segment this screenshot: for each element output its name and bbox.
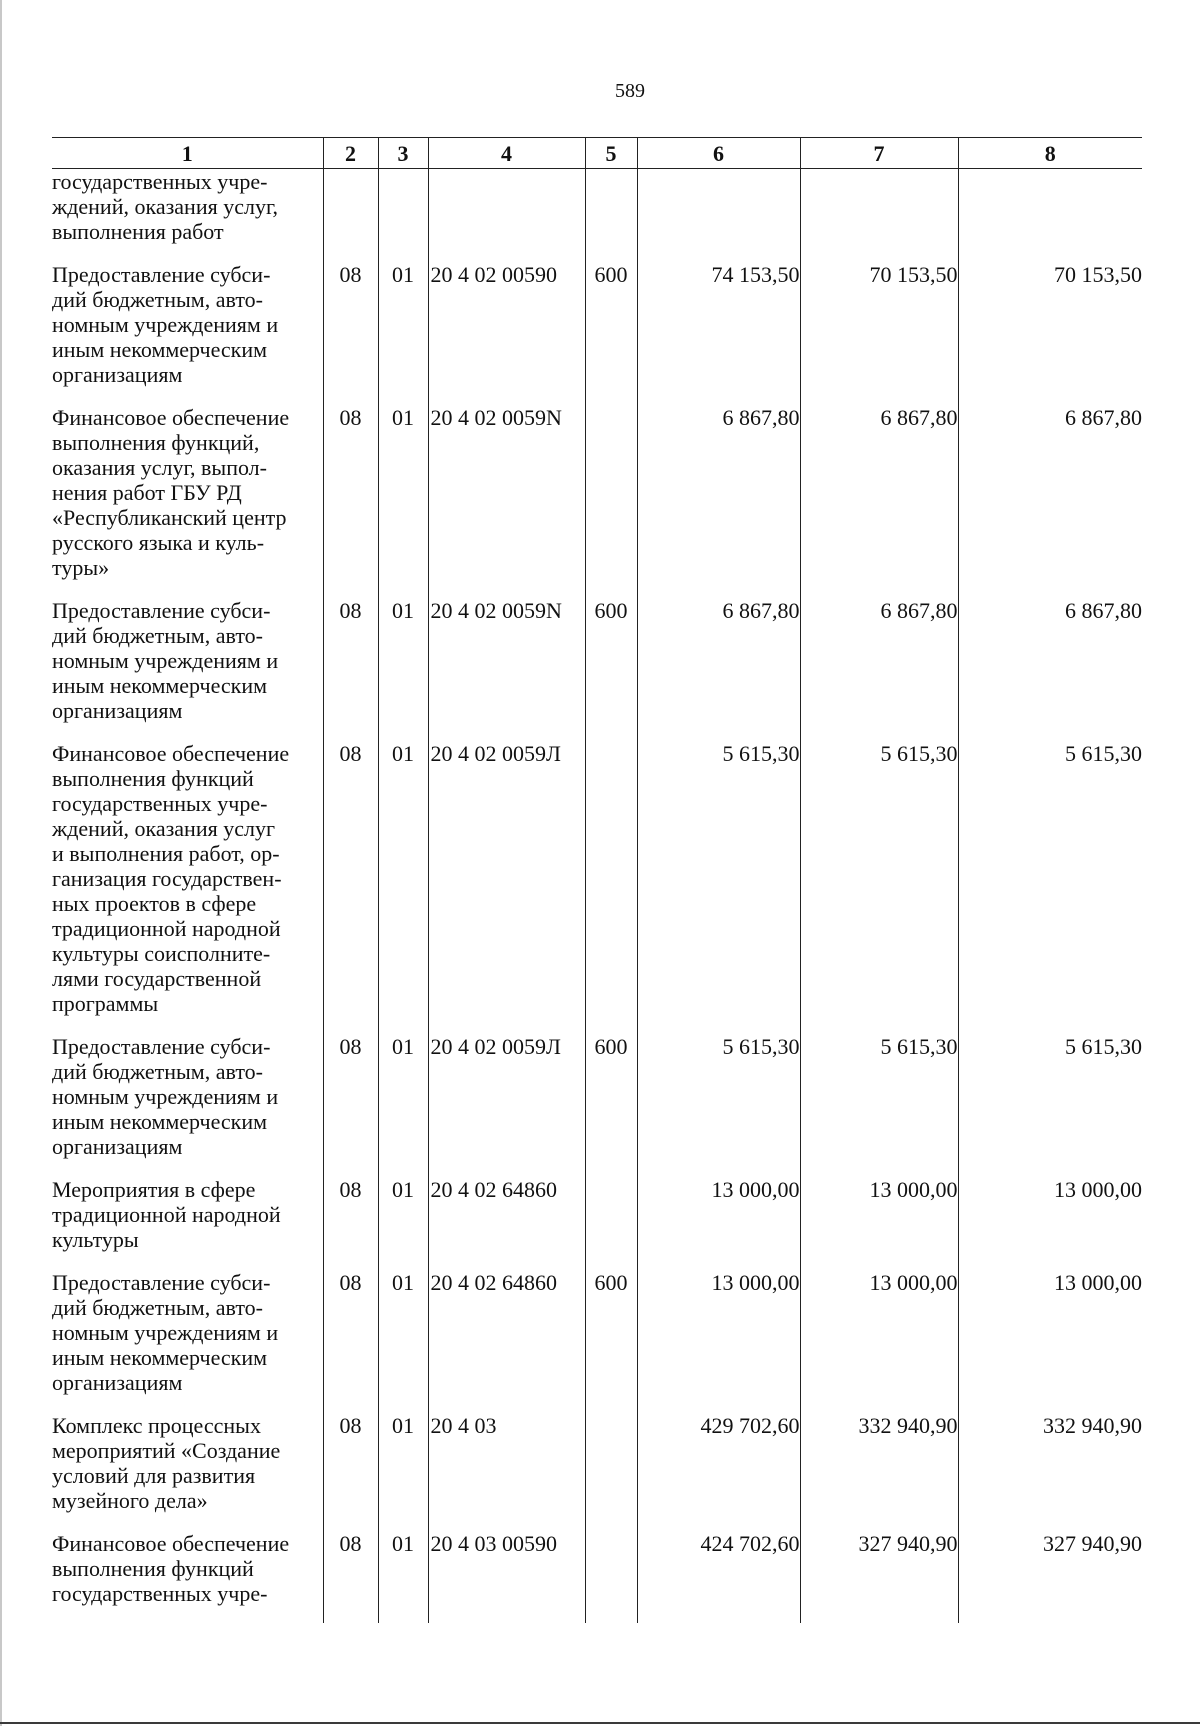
cell-subsection-text: 01 <box>392 1531 414 1556</box>
cell-amount-year-3-text: 70 153,50 <box>1054 262 1142 287</box>
row-description <box>52 598 323 741</box>
cell-section <box>323 405 378 598</box>
row-description <box>52 1034 323 1177</box>
cell-amount-year-1 <box>637 598 800 741</box>
cell-target-code <box>428 169 585 263</box>
cell-subsection <box>378 1531 428 1623</box>
cell-section <box>323 1531 378 1623</box>
cell-subsection <box>378 262 428 405</box>
cell-amount-year-3 <box>958 1531 1142 1623</box>
cell-target-code <box>428 1413 585 1531</box>
cell-amount-year-3 <box>958 1177 1142 1270</box>
cell-amount-year-3-text: 6 867,80 <box>1065 598 1142 623</box>
cell-expense-type <box>585 262 637 405</box>
cell-subsection <box>378 1413 428 1531</box>
cell-target-code <box>428 1531 585 1623</box>
column-header-6: 6 <box>637 138 800 169</box>
cell-subsection <box>378 741 428 1034</box>
cell-subsection <box>378 169 428 263</box>
cell-amount-year-1 <box>637 1034 800 1177</box>
cell-amount-year-3 <box>958 598 1142 741</box>
row-description <box>52 405 323 598</box>
cell-section <box>323 169 378 263</box>
cell-amount-year-3 <box>958 1413 1142 1531</box>
row-description-text: Мероприятия в сфере традиционной народной культуры <box>52 1177 281 1252</box>
cell-amount-year-2 <box>800 598 958 741</box>
cell-expense-type <box>585 1531 637 1623</box>
table-row <box>52 1034 1142 1177</box>
cell-amount-year-3-text: 13 000,00 <box>1054 1270 1142 1295</box>
cell-expense-type <box>585 1270 637 1413</box>
cell-subsection-text: 01 <box>392 262 414 287</box>
cell-amount-year-2-text: 70 153,50 <box>869 262 958 287</box>
cell-subsection-text: 01 <box>392 1034 414 1059</box>
table-row <box>52 1531 1142 1623</box>
cell-amount-year-2-text: 13 000,00 <box>869 1270 958 1295</box>
cell-amount-year-3-text: 5 615,30 <box>1065 741 1142 766</box>
cell-amount-year-1 <box>637 1177 800 1270</box>
cell-amount-year-1-text: 5 615,30 <box>722 741 800 766</box>
cell-target-code-text: 20 4 02 0059Л <box>430 1034 561 1059</box>
cell-section <box>323 262 378 405</box>
cell-target-code <box>428 1270 585 1413</box>
cell-amount-year-1-text: 6 867,80 <box>722 405 800 430</box>
cell-target-code-text: 20 4 03 <box>430 1413 497 1438</box>
table-row <box>52 598 1142 741</box>
cell-target-code <box>428 598 585 741</box>
cell-section-text: 08 <box>339 262 362 287</box>
cell-amount-year-2 <box>800 262 958 405</box>
cell-amount-year-2 <box>800 1413 958 1531</box>
table-row <box>52 405 1142 598</box>
cell-target-code-text: 20 4 02 00590 <box>430 262 557 287</box>
row-description <box>52 741 323 1034</box>
cell-section <box>323 1413 378 1531</box>
cell-subsection <box>378 1177 428 1270</box>
cell-amount-year-2-text: 5 615,30 <box>880 741 958 766</box>
cell-amount-year-3-text: 6 867,80 <box>1065 405 1142 430</box>
cell-target-code-text: 20 4 02 0059Л <box>430 741 561 766</box>
cell-section-text: 08 <box>339 1034 362 1059</box>
cell-amount-year-1-text: 13 000,00 <box>711 1177 800 1202</box>
cell-expense-type-text: 600 <box>594 598 628 623</box>
cell-amount-year-3 <box>958 1034 1142 1177</box>
cell-expense-type <box>585 405 637 598</box>
table-row <box>52 1413 1142 1531</box>
cell-section <box>323 1034 378 1177</box>
cell-expense-type <box>585 598 637 741</box>
cell-amount-year-3 <box>958 405 1142 598</box>
row-description-text: Предоставление субси- дий бюджетным, авто- номным учреждениям и иным некоммерческим организациям <box>52 262 279 387</box>
cell-target-code-text: 20 4 02 0059N <box>430 598 562 623</box>
cell-amount-year-1-text: 6 867,80 <box>722 598 800 623</box>
cell-section <box>323 741 378 1034</box>
row-description <box>52 1531 323 1623</box>
cell-expense-type-text: 600 <box>594 1034 628 1059</box>
cell-target-code <box>428 262 585 405</box>
row-description-text: Финансовое обеспечение выполнения функций, оказания услуг, выпол- нения работ ГБУ РД «Республиканский центр русского языка и куль- туры» <box>52 405 290 580</box>
cell-amount-year-2-text: 6 867,80 <box>880 598 958 623</box>
page-edge-bottom <box>0 1722 1200 1724</box>
cell-target-code <box>428 1177 585 1270</box>
cell-expense-type-text: 600 <box>594 1270 628 1295</box>
cell-amount-year-1-text: 5 615,30 <box>722 1034 800 1059</box>
cell-subsection-text: 01 <box>392 741 414 766</box>
row-description <box>52 169 323 263</box>
cell-target-code-text: 20 4 02 64860 <box>430 1270 557 1295</box>
row-description-text: Предоставление субси- дий бюджетным, авто- номным учреждениям и иным некоммерческим организациям <box>52 1034 279 1159</box>
cell-subsection <box>378 1034 428 1177</box>
page-edge-left <box>0 0 2 1726</box>
cell-amount-year-1-text: 424 702,60 <box>700 1531 800 1556</box>
cell-subsection-text: 01 <box>392 405 414 430</box>
cell-amount-year-2 <box>800 1034 958 1177</box>
cell-amount-year-3-text: 327 940,90 <box>1043 1531 1142 1556</box>
cell-amount-year-2-text: 6 867,80 <box>880 405 958 430</box>
cell-subsection-text: 01 <box>392 1413 414 1438</box>
cell-expense-type <box>585 1177 637 1270</box>
cell-amount-year-3-text: 5 615,30 <box>1065 1034 1142 1059</box>
cell-target-code <box>428 741 585 1034</box>
cell-expense-type <box>585 1034 637 1177</box>
table-row <box>52 1177 1142 1270</box>
row-description-text: государственных учре- ждений, оказания услуг, выполнения работ <box>52 169 279 244</box>
table-row <box>52 741 1142 1034</box>
cell-amount-year-2 <box>800 1531 958 1623</box>
cell-section-text: 08 <box>339 1270 362 1295</box>
row-description-text: Предоставление субси- дий бюджетным, авто- номным учреждениям и иным некоммерческим организациям <box>52 1270 279 1395</box>
cell-expense-type-text: 600 <box>594 262 628 287</box>
cell-amount-year-3 <box>958 1270 1142 1413</box>
cell-subsection-text: 01 <box>392 1270 414 1295</box>
cell-section-text: 08 <box>339 598 362 623</box>
cell-target-code-text: 20 4 02 0059N <box>430 405 562 430</box>
row-description <box>52 1177 323 1270</box>
table-row <box>52 262 1142 405</box>
cell-amount-year-3 <box>958 169 1142 263</box>
cell-section <box>323 1177 378 1270</box>
cell-subsection-text: 01 <box>392 598 414 623</box>
column-header-4: 4 <box>428 138 585 169</box>
cell-target-code <box>428 405 585 598</box>
cell-section <box>323 598 378 741</box>
column-header-2: 2 <box>323 138 378 169</box>
cell-amount-year-1-text: 429 702,60 <box>700 1413 800 1438</box>
cell-subsection-text: 01 <box>392 1177 414 1202</box>
row-description-text: Финансовое обеспечение выполнения функций государственных учре- <box>52 1531 290 1606</box>
table-row <box>52 1270 1142 1413</box>
cell-amount-year-3-text: 13 000,00 <box>1054 1177 1142 1202</box>
row-description-text: Финансовое обеспечение выполнения функций государственных учре- ждений, оказания услуг и выполнения работ, ор- ганизация государствен- ных проектов в сфере традиционной народной культуры соисполните- лями государственной программы <box>52 741 290 1016</box>
table-body <box>52 169 1142 1624</box>
cell-amount-year-1 <box>637 1413 800 1531</box>
cell-expense-type <box>585 1413 637 1531</box>
row-description <box>52 262 323 405</box>
column-header-3: 3 <box>378 138 428 169</box>
budget-table <box>52 137 1142 1623</box>
column-header-7: 7 <box>800 138 958 169</box>
cell-section <box>323 1270 378 1413</box>
cell-amount-year-3 <box>958 741 1142 1034</box>
cell-amount-year-1 <box>637 405 800 598</box>
cell-amount-year-2 <box>800 405 958 598</box>
cell-expense-type <box>585 741 637 1034</box>
cell-subsection <box>378 598 428 741</box>
cell-amount-year-1-text: 13 000,00 <box>711 1270 800 1295</box>
cell-amount-year-2 <box>800 169 958 263</box>
cell-amount-year-3-text: 332 940,90 <box>1043 1413 1142 1438</box>
cell-target-code-text: 20 4 02 64860 <box>430 1177 557 1202</box>
cell-subsection <box>378 1270 428 1413</box>
row-description <box>52 1413 323 1531</box>
cell-section-text: 08 <box>339 1177 362 1202</box>
row-description-text: Предоставление субси- дий бюджетным, авто- номным учреждениям и иным некоммерческим организациям <box>52 598 279 723</box>
cell-amount-year-2 <box>800 1270 958 1413</box>
cell-amount-year-1-text: 74 153,50 <box>711 262 800 287</box>
cell-amount-year-3 <box>958 262 1142 405</box>
cell-amount-year-1 <box>637 169 800 263</box>
cell-amount-year-2-text: 327 940,90 <box>858 1531 958 1556</box>
cell-subsection <box>378 405 428 598</box>
column-header-8: 8 <box>958 138 1142 169</box>
cell-amount-year-1 <box>637 262 800 405</box>
cell-amount-year-1 <box>637 1270 800 1413</box>
column-header-1: 1 <box>52 138 323 169</box>
cell-section-text: 08 <box>339 1531 362 1556</box>
cell-amount-year-2-text: 13 000,00 <box>869 1177 958 1202</box>
cell-section-text: 08 <box>339 1413 362 1438</box>
column-header-5: 5 <box>585 138 637 169</box>
row-description <box>52 1270 323 1413</box>
cell-amount-year-2-text: 332 940,90 <box>858 1413 958 1438</box>
cell-amount-year-1 <box>637 741 800 1034</box>
cell-expense-type <box>585 169 637 263</box>
cell-amount-year-2 <box>800 741 958 1034</box>
cell-target-code-text: 20 4 03 00590 <box>430 1531 557 1556</box>
row-description-text: Комплекс процессных мероприятий «Создание условий для развития музейного дела» <box>52 1413 281 1513</box>
cell-amount-year-2 <box>800 1177 958 1270</box>
page-number: 589 <box>615 80 645 102</box>
cell-amount-year-1 <box>637 1531 800 1623</box>
cell-amount-year-2-text: 5 615,30 <box>880 1034 958 1059</box>
header-row <box>52 138 1142 169</box>
table-row <box>52 169 1142 263</box>
cell-target-code <box>428 1034 585 1177</box>
cell-section-text: 08 <box>339 741 362 766</box>
cell-section-text: 08 <box>339 405 362 430</box>
